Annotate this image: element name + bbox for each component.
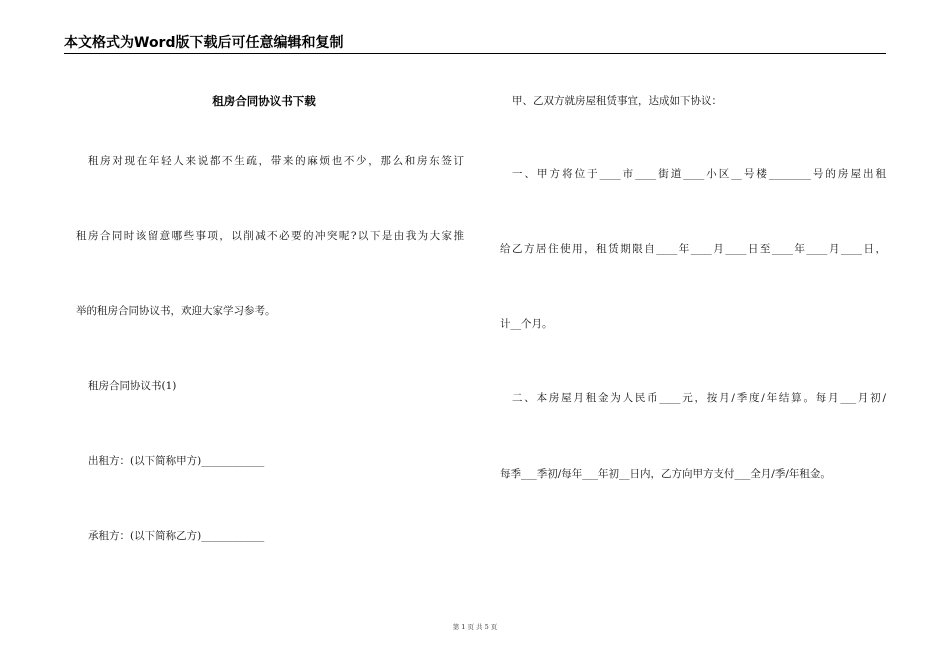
- header-divider: [64, 53, 886, 54]
- clause-line: 一、甲方将位于____市____街道____小区__号楼________号的房屋出租: [512, 168, 886, 180]
- clause-line: 每季___季初/每年___年初__日内，乙方向甲方支付___全月/季/年租金。: [500, 468, 831, 480]
- page-number: 第 1 页 共 5 页: [452, 623, 498, 631]
- paragraph-line: 举的租房合同协议书，欢迎大家学习参考。: [76, 305, 276, 317]
- right-column: [500, 60, 886, 632]
- left-column: [64, 60, 464, 632]
- clause-line: 二、本房屋月租金为人民币____元，按月/季度/年结算。每月___月初/: [512, 392, 886, 404]
- section-heading: 租房合同协议书(1): [88, 380, 177, 392]
- paragraph-line: 甲、乙双方就房屋租赁事宜，达成如下协议：: [512, 95, 722, 107]
- clause-line: 给乙方居住使用，租赁期限自____年____月____日至____年____月____日，: [500, 243, 886, 255]
- document-title: 租房合同协议书下载: [212, 94, 316, 108]
- paragraph-line: 租房对现在年轻人来说都不生疏，带来的麻烦也不少，那么和房东签订: [88, 155, 464, 167]
- lessor-field: 出租方：(以下简称甲方)____________: [88, 455, 265, 467]
- lessee-field: 承租方：(以下简称乙方)____________: [88, 530, 265, 542]
- document-banner: 本文格式为Word版下载后可任意编辑和复制: [64, 35, 344, 51]
- clause-line: 计__个月。: [500, 318, 553, 330]
- paragraph-line: 租房合同时该留意哪些事项，以削减不必要的冲突呢?以下是由我为大家推: [76, 230, 464, 242]
